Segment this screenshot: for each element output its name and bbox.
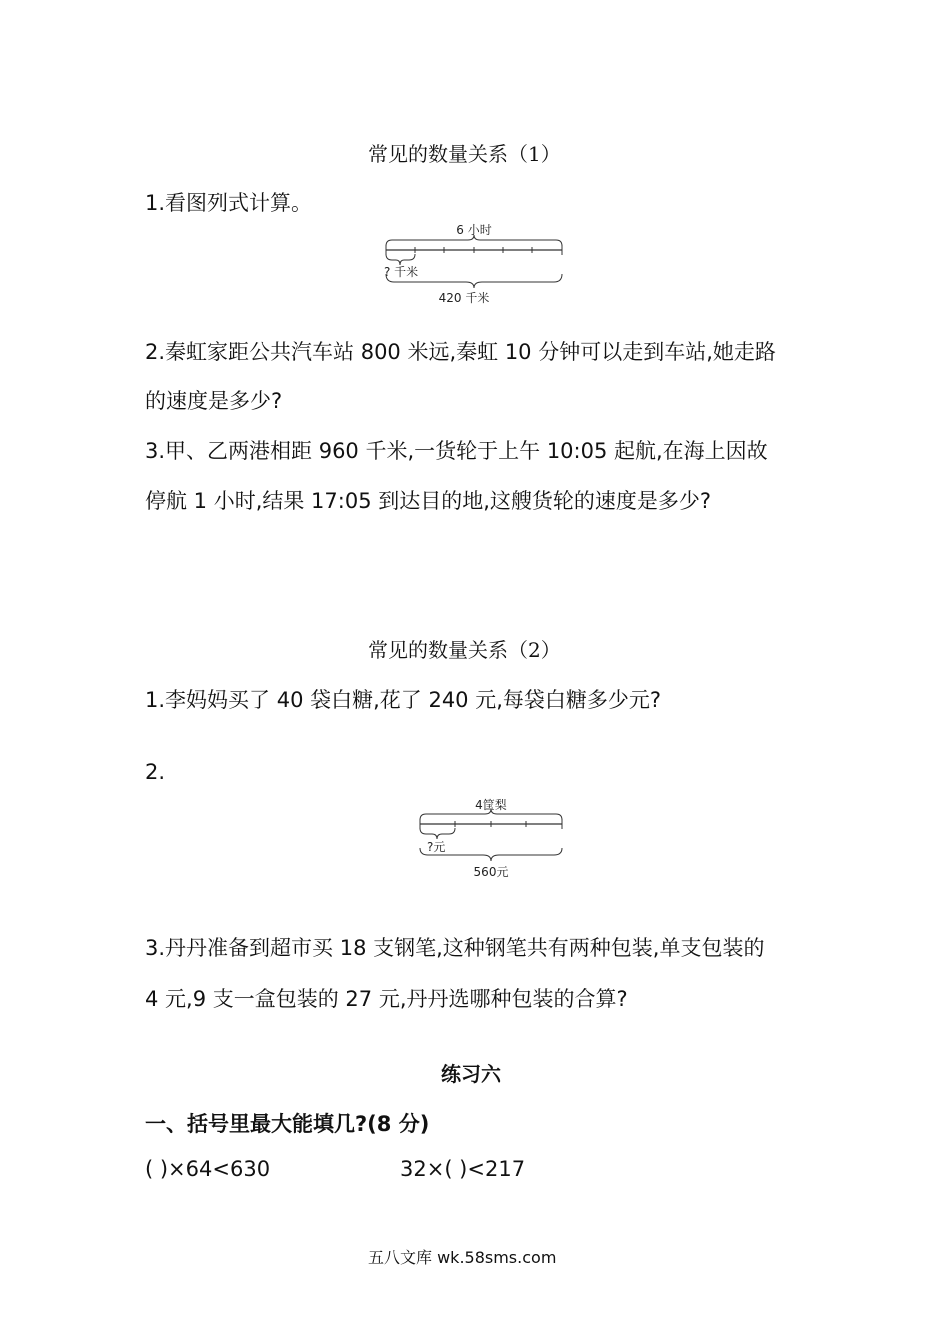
section1-question-1: 1.看图列式计算。: [145, 191, 313, 215]
diagram2-top-label: 4筐梨: [475, 798, 507, 812]
line-segment-diagram-1: [380, 218, 570, 308]
section3-heading: 一、括号里最大能填几?(8 分): [145, 1112, 430, 1136]
diagram2-total-label: 560元: [473, 865, 509, 879]
section2-question-1: 1.李妈妈买了 40 袋白糖,花了 240 元,每袋白糖多少元?: [145, 688, 662, 712]
diagram1-top-label: 6 小时: [456, 223, 492, 237]
section1-question-3-line2: 停航 1 小时,结果 17:05 到达目的地,这艘货轮的速度是多少?: [145, 489, 712, 513]
section1-question-3-line1: 3.甲、乙两港相距 960 千米,一货轮于上午 10:05 起航,在海上因故: [145, 439, 768, 463]
diagram1-total-label: 420 千米: [438, 291, 490, 305]
section1-question-2-line2: 的速度是多少?: [145, 389, 283, 413]
section1-title: 常见的数量关系（1）: [368, 142, 561, 166]
line-segment-diagram-2: [414, 794, 572, 882]
section1-question-2-line1: 2.秦虹家距公共汽车站 800 米远,秦虹 10 分钟可以走到车站,她走路: [145, 340, 776, 364]
section2-title: 常见的数量关系（2）: [368, 638, 561, 662]
section2-question-2: 2.: [145, 760, 166, 784]
expression-2: 32×( )<217: [400, 1157, 526, 1181]
section2-question-3-line1: 3.丹丹准备到超市买 18 支钢笔,这种钢笔共有两种包装,单支包装的: [145, 936, 765, 960]
section2-question-3-line2: 4 元,9 支一盒包装的 27 元,丹丹选哪种包装的合算?: [145, 987, 628, 1011]
diagram2-part-label: ?元: [427, 840, 446, 854]
diagram1-part-label: ? 千米: [384, 265, 419, 279]
section3-title: 练习六: [441, 1062, 501, 1086]
expression-1: ( )×64<630: [145, 1157, 271, 1181]
footer-watermark: 五八文库 wk.58sms.com: [368, 1248, 557, 1267]
